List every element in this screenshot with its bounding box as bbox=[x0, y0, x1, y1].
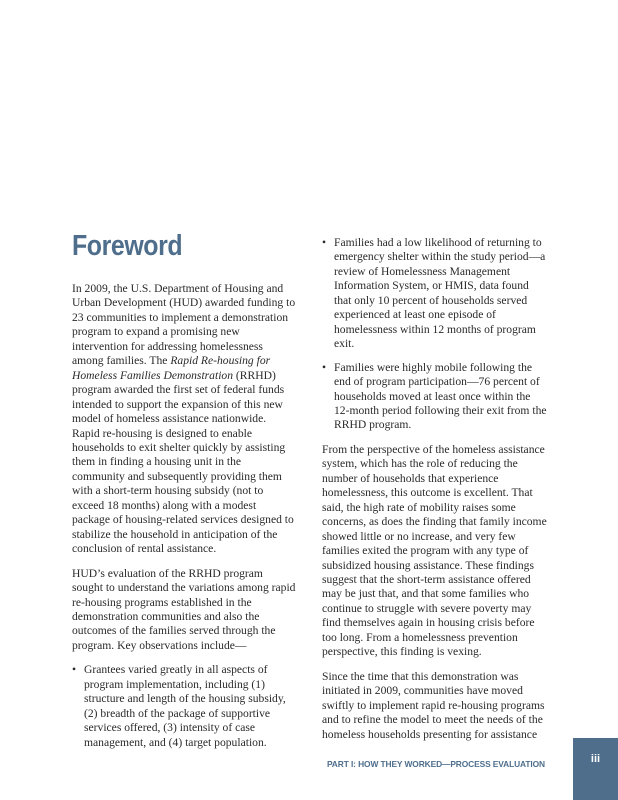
paragraph-text: In 2009, the U.S. Department of Housing and Urban Development (HUD) awarded funding to 23 communities to implement a demonstration program to expand a promising new intervention for addressing homelessness among families. The bbox=[72, 282, 296, 368]
footer-section-label: PART I: HOW THEY WORKED—PROCESS EVALUATION bbox=[326, 759, 545, 769]
bullet-item: • Families were highly mobile following the end of program participation—76 percent of households moved at least once within the 12-month period following their exit from the RRHD program. bbox=[322, 361, 548, 433]
paragraph bbox=[72, 282, 296, 557]
right-column bbox=[322, 236, 548, 752]
paragraph-text: HUD’s evaluation of the RRHD program sought to understand the variations among rapid re-housing programs established in the demonstration communities and also the outcomes of the families served through the program. Key observations include— bbox=[72, 566, 296, 652]
bullet-list bbox=[322, 236, 548, 433]
program-name-italic: Rapid Re-housing for Homeless Families Demonstration bbox=[72, 354, 271, 382]
bullet-item: • Families had a low likelihood of returning to emergency shelter within the study period—a review of Homelessness Management Information System, or HMIS, data found that only 10 percent of households served experienced at least one episode of homelessness within 12 months of program exit. bbox=[322, 236, 548, 352]
bullet-item: • Grantees varied greatly in all aspects of program implementation, including (1) structure and length of the housing subsidy, (2) breadth of the package of supportive services offered, (3) intensity of case management, and (4) target population. bbox=[72, 663, 296, 750]
page-number: iii bbox=[590, 753, 601, 765]
bullet-list bbox=[72, 663, 296, 750]
left-column bbox=[72, 282, 296, 760]
paragraph bbox=[72, 567, 296, 654]
paragraph-text: (RRHD) program awarded the first set of federal funds intended to support the expansion of this new model of homeless assistance nationwide. Rapid re-housing is designed to enable households to exit shelter quickly by assisting them in finding a housing unit in the community and subsequently providing them with a short-term housing subsidy (not to exceed 18 months) along with a modest package of housing-related services designed to stabilize the household in anticipation of the conclusion of rental assistance. bbox=[72, 368, 294, 556]
paragraph-text: Since the time that this demonstration was initiated in 2009, communities have moved swiftly to implement rapid re-housing programs and to refine the model to meet the needs of the homeless households presenting for assistance bbox=[322, 669, 545, 741]
paragraph bbox=[322, 443, 548, 660]
page-title: Foreword bbox=[72, 230, 183, 262]
paragraph bbox=[322, 670, 548, 742]
page-number-tab bbox=[573, 738, 618, 800]
paragraph-text: From the perspective of the homeless assistance system, which has the role of reducing the number of households that experience homelessness, this outcome is excellent. That said, the high rate of mobility raises some concerns, as does the finding that family income showed little or no increase, and very few families exited the program with any type of subsidized housing assistance. These findings suggest that the short-term assistance offered may be just that, and that some families who continue to struggle with severe poverty may find themselves again in housing crisis before too long. From a homelessness prevention perspective, this finding is vexing. bbox=[322, 442, 547, 659]
